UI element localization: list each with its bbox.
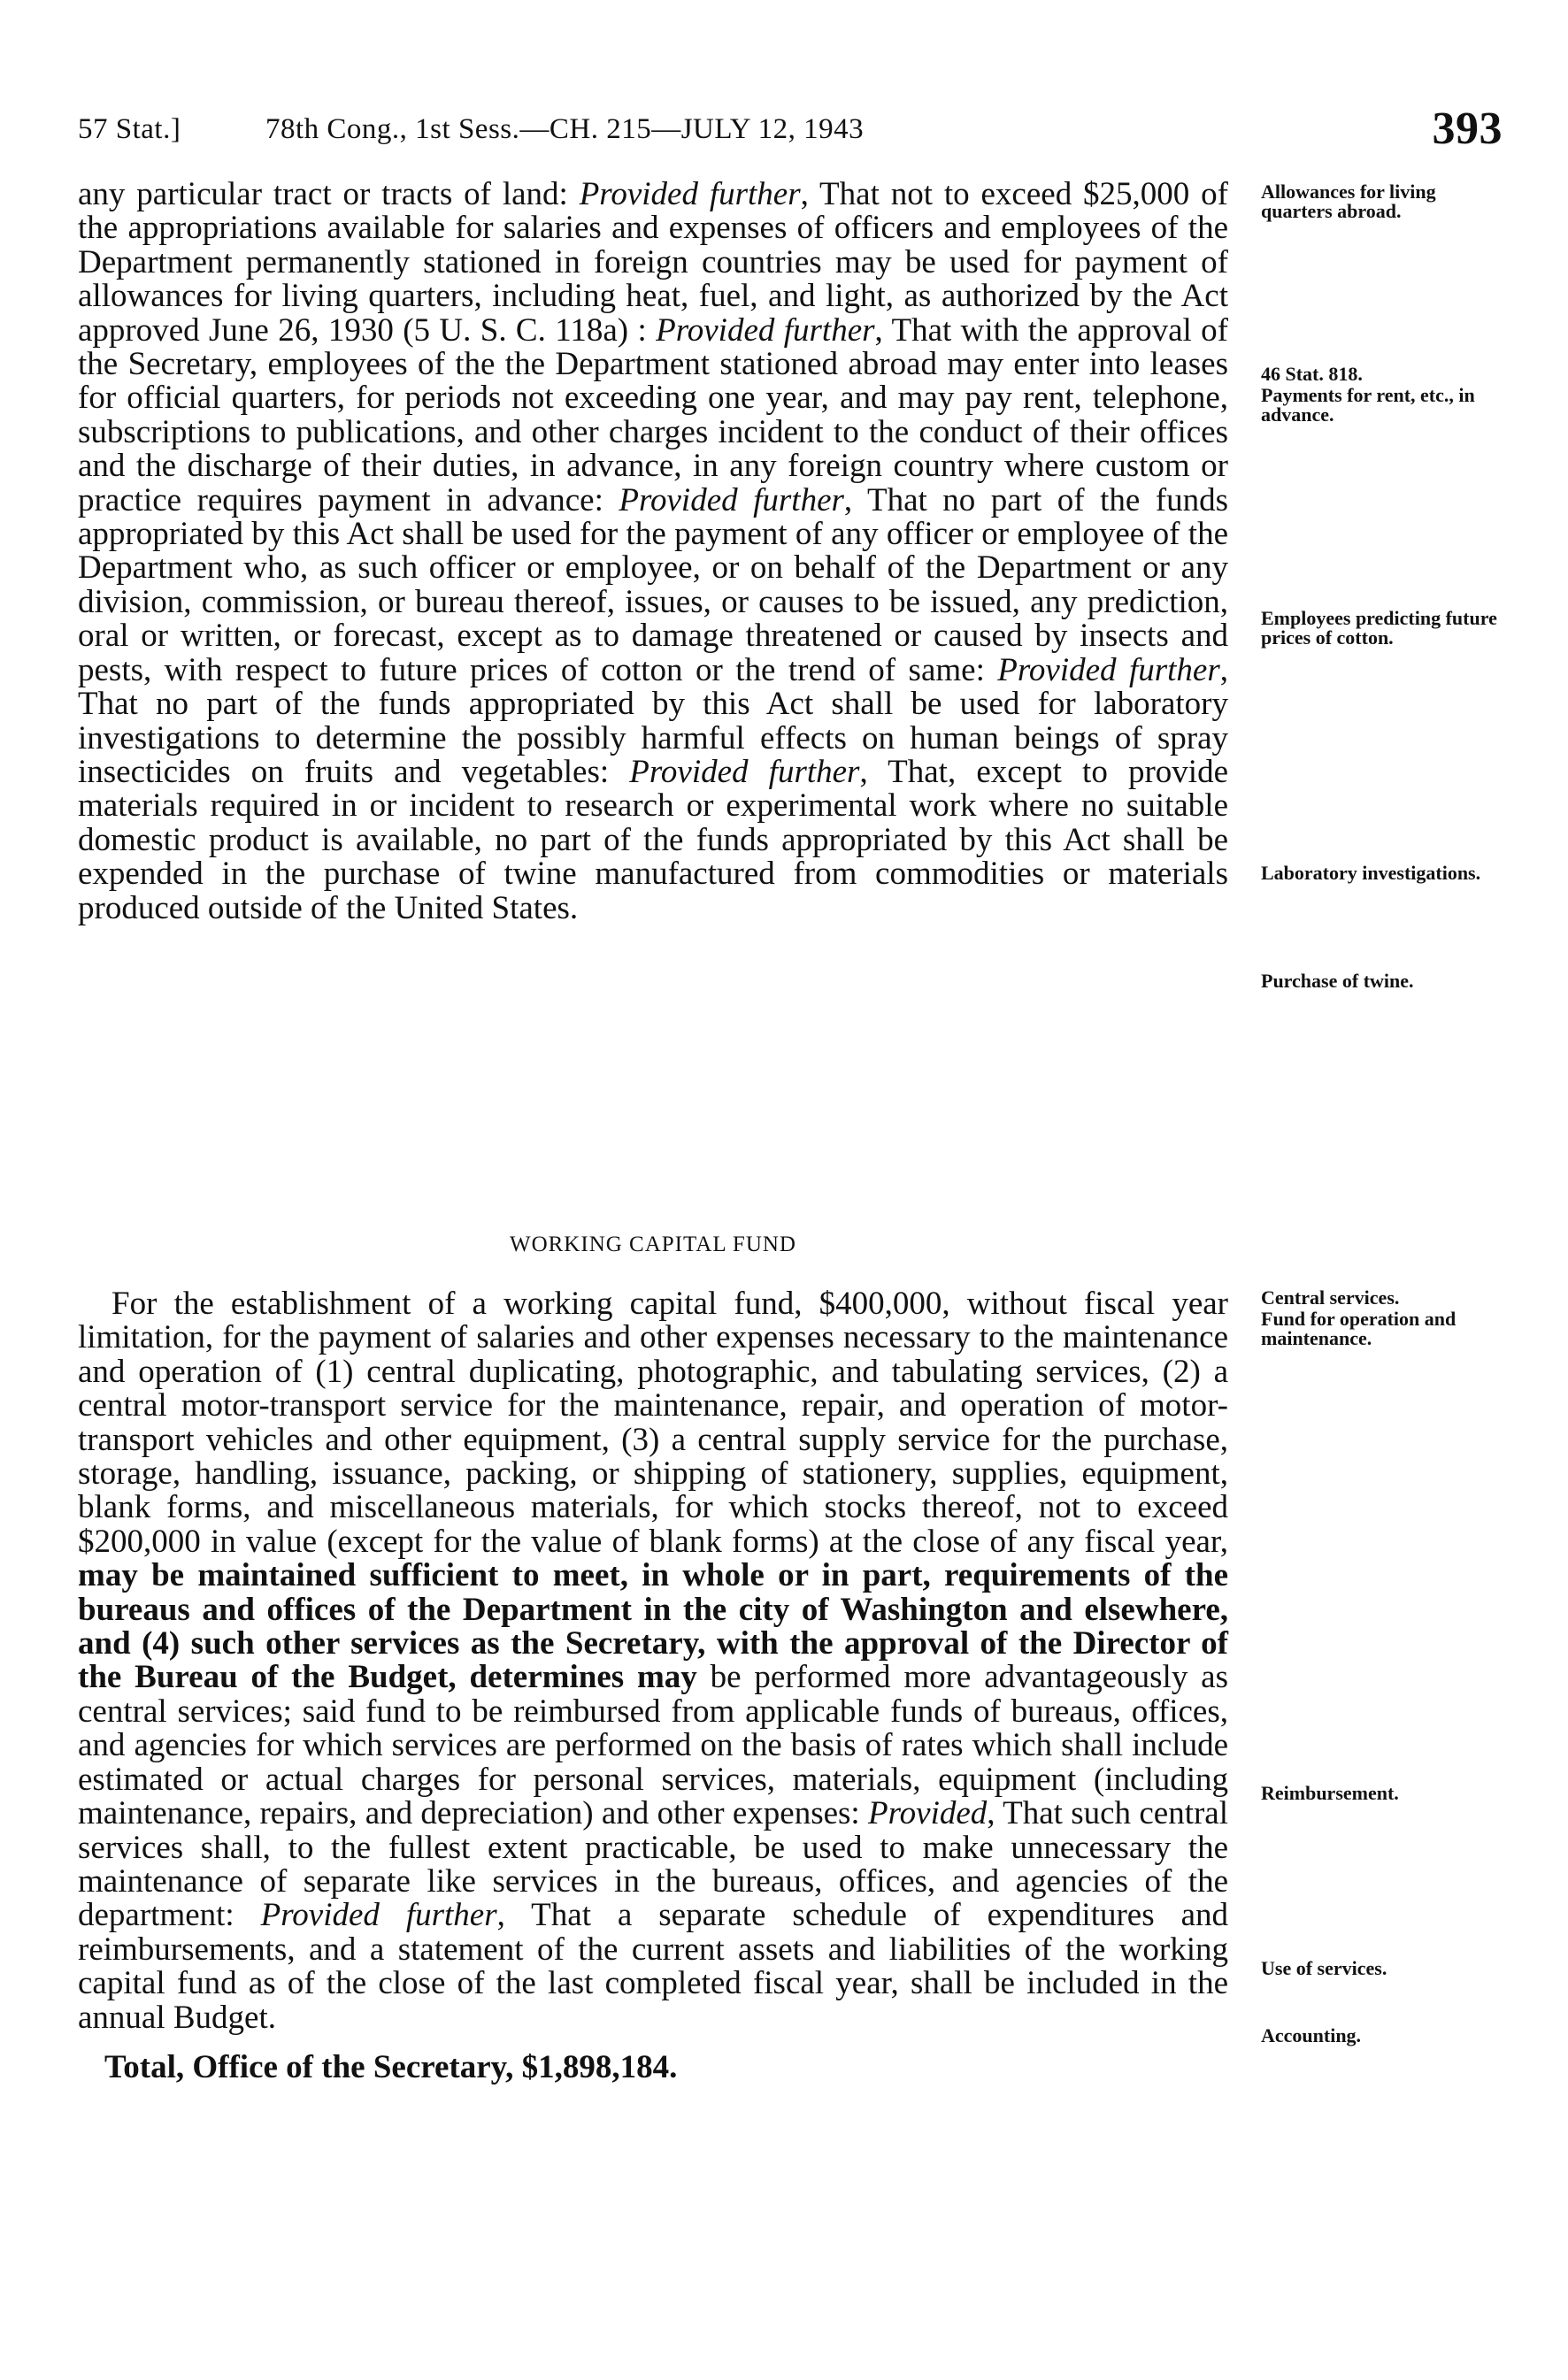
margin-note-reimbursement: Reimbursement. — [1261, 1782, 1399, 1804]
text-run: , That no part of the funds appropriated by this Act shall be used for laboratory investigations to determine the possibly harmful effects on human beings of spray insecticides on fruits and vegetables: — [78, 651, 1229, 790]
text-run: any particular tract or tracts of land: — [78, 176, 580, 212]
text-run: , That no part of the funds appropriated by this Act shall be used for the payment of any officer or employee of the Department who, as such officer or employee, or on behalf of the Department or any division, commission, or bureau thereof, issues, or causes to be issued, any prediction, oral or written, or forecast, except as to damage threatened or caused by insects and pests, with respect to future prices of cotton or the trend of same: — [78, 481, 1229, 688]
paragraph-provisos — [78, 178, 1228, 925]
margin-note-laboratory: Laboratory investigations. — [1261, 862, 1481, 884]
page-number: 393 — [1432, 104, 1503, 154]
proviso-italic: Provided further — [629, 753, 860, 790]
text-run: , That, except to provide materials required in or incident to research or experimental work where no suitable domestic product is available, no part of the funds appropriated by this Act shall be expended in the purchase of twine manufactured from commodities or materials produced outside of the United States. — [78, 753, 1228, 926]
text-run: For the establishment of a working capital fund, $400,000, without fiscal year limitation, for the payment of salaries and other expenses necessary to the maintenance and operation of (1) central duplicating, photographic, and tabulating services, (2) a central motor-transport service for the maintenance, repair, and operation of motor-transport vehicles and other equipment, (3) a central supply service for the purchase, storage, handling, issuance, packing, or shipping of stationery, supplies, equipment, blank forms, and miscellaneous materials, for which stocks thereof, not to exceed $200,000 in value (except for the value of blank forms) at the close of any fiscal year, — [78, 1286, 1228, 1560]
text-run: be performed more advantageously as central services; said fund to be reimbursed from applicable funds of bureaus, offices, and agencies for which services are performed on the basis of rates which shall include estimated or actual charges for personal services, materials, equipment (including maintenance, repairs, and depreciation) and other expenses: — [78, 1659, 1228, 1832]
margin-note-twine: Purchase of twine. — [1261, 970, 1414, 992]
text-run: , That such central services shall, to the fullest extent practicable, be used to make unnecessary the maintenance of separate like services in the bureaus, offices, and agencies of the department: — [78, 1795, 1228, 1934]
volume-citation: 57 Stat.] — [78, 113, 181, 145]
text-run: , That with the approval of the Secretary, employees of the the Department stationed abroad may enter into leases for official quarters, for periods not exceeding one year, and may pay rent, telephone, subscriptions to publications, and other charges incident to the conduct of their offices and the discharge of their duties, in advance, in any foreign country where custom or practice requires payment in advance: — [78, 311, 1229, 518]
proviso-italic: Provided further — [997, 651, 1220, 688]
section-heading: WORKING CAPITAL FUND — [509, 1232, 796, 1256]
text-run: , That not to exceed $25,000 of the appropriations available for salaries and expenses of officers and employees of the Department permanently stationed in foreign countries may be used for payment of allowances for living quarters, including heat, fuel, and light, as authorized by the Act approved June 26, 1930 (5 U. S. C. 118a) : — [78, 176, 1228, 349]
margin-note-stat: 46 Stat. 818. — [1261, 363, 1363, 385]
session-citation: 78th Cong., 1st Sess.—CH. 215—JULY 12, 1943 — [265, 113, 865, 145]
proviso-italic: Provided further — [579, 176, 801, 212]
paragraph-working-capital-fund — [78, 1287, 1228, 2035]
margin-note-use: Use of services. — [1261, 1957, 1387, 1979]
margin-note-fund: Fund for operation and maintenance. — [1261, 1308, 1457, 1349]
proviso-italic: Provided further — [656, 311, 875, 349]
margin-note-allowances: Allowances for living quarters abroad. — [1261, 180, 1436, 222]
margin-note-employees: Employees predicting future prices of cotton. — [1261, 607, 1497, 649]
page-header — [78, 103, 1503, 156]
margin-note-payments: Payments for rent, etc., in advance. — [1261, 384, 1475, 426]
proviso-italic: Provided — [868, 1795, 988, 1832]
margin-note-central: Central services. — [1261, 1286, 1400, 1309]
margin-note-accounting: Accounting. — [1261, 2024, 1362, 2046]
proviso-italic: Provided further — [619, 481, 844, 518]
text-run: , That a separate schedule of expenditures and reimbursements, and a statement of the current assets and liabilities of the working capital fund as of the close of the last completed fiscal year, shall be included in the annual Budget. — [78, 1897, 1228, 2036]
text-run-bold: may be maintained sufficient to meet, in whole or in part, requirements of the bureaus and offices of the Department in the city of Washington and elsewhere, and (4) such other services as the Secretary, with the approval of the Director of the Bureau of the Budget, determines may — [78, 1557, 1228, 1696]
total-line: Total, Office of the Secretary, $1,898,184. — [104, 2049, 678, 2085]
proviso-italic: Provided further — [260, 1897, 497, 1934]
